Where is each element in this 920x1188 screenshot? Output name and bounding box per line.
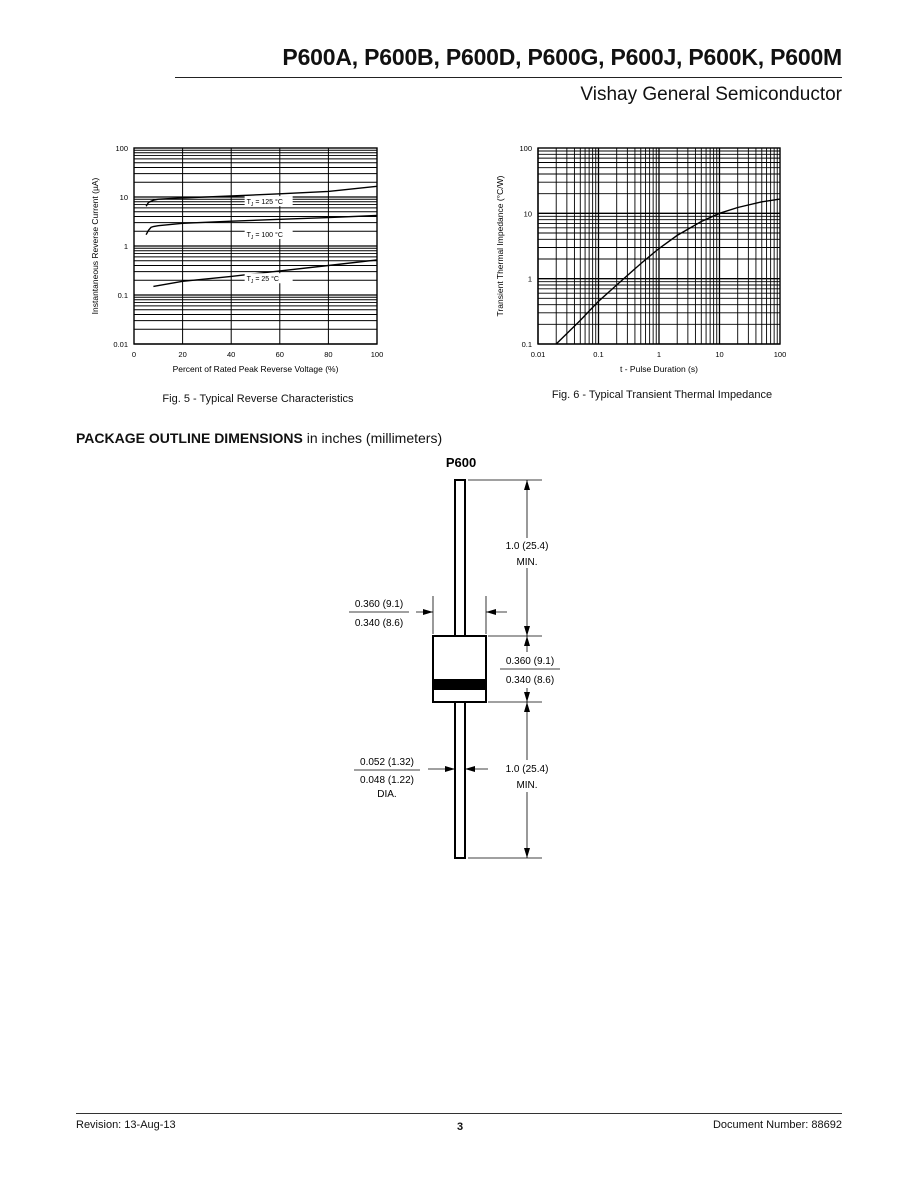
chart1-x-axis-label: Percent of Rated Peak Reverse Voltage (%): [172, 364, 339, 374]
top-lead-length-min: MIN.: [516, 557, 538, 568]
document-title: P600A, P600B, P600D, P600G, P600J, P600K, P600M: [282, 44, 842, 70]
chart2-x-axis-label: t - Pulse Duration (s): [620, 364, 698, 374]
chart1-series-label: $T_J = 125$ °C: [246, 199, 283, 209]
package-name: P600: [445, 455, 477, 470]
chart2-y-axis-label: Transient Thermal Impedance (°C/W): [495, 175, 505, 317]
title-rule: [175, 77, 842, 78]
package-outline-heading: [76, 430, 442, 446]
footer-revision: Revision: 13-Aug-13: [76, 1119, 176, 1131]
bottom-lead-length-min: MIN.: [516, 780, 538, 791]
chart2-xtick-label: 0.1: [593, 350, 604, 359]
chart1-ytick-label: 0.01: [113, 340, 128, 349]
chart2-ytick-label: 1: [527, 274, 532, 284]
chart2-xtick-label: 100: [773, 350, 787, 359]
chart1-grid: [134, 148, 377, 344]
lead-dia-min: 0.048 (1.22): [360, 775, 414, 786]
fig6-thermal-impedance-chart: [490, 140, 790, 385]
chart1-ytick-label: 100: [115, 144, 128, 153]
chart1-ytick-label: 10: [119, 193, 128, 202]
top-lead: [455, 480, 465, 636]
document-subtitle: Vishay General Semiconductor: [580, 84, 842, 105]
chart1-xtick-label: 0: [131, 350, 137, 359]
chart2-xtick-label: 0.01: [530, 350, 546, 359]
bottom-lead: [455, 702, 465, 858]
fig6-caption: Fig. 6 - Typical Transient Thermal Impedance: [551, 389, 773, 401]
chart1-y-axis-label: Instantaneous Reverse Current (µA): [90, 177, 100, 315]
arrow-top-lead-up: [524, 480, 530, 490]
arrow-lead-dia-right: [465, 766, 475, 772]
body-length-max: 0.360 (9.1): [505, 656, 555, 667]
package-outline-drawing: [330, 450, 590, 870]
body-width-min: 0.340 (8.6): [354, 618, 404, 629]
chart2-xtick-label: 10: [715, 350, 724, 359]
bottom-lead-length-value: 1.0 (25.4): [505, 764, 549, 775]
chart2-xtick-label: 1: [656, 350, 662, 359]
body-width-max: 0.360 (9.1): [354, 599, 404, 610]
footer-page-number: 3: [456, 1121, 464, 1133]
diode-body: [433, 636, 486, 702]
chart2-grid: [538, 148, 780, 344]
package-outline-heading-bold: PACKAGE OUTLINE DIMENSIONS: [76, 430, 303, 446]
arrow-body-width-right: [486, 609, 496, 615]
fig5-reverse-characteristics-chart: [90, 140, 390, 385]
footer-rule: [76, 1113, 842, 1114]
top-lead-length-value: 1.0 (25.4): [505, 541, 549, 552]
chart2-ytick-label: 10: [523, 209, 532, 219]
arrow-body-length-up: [524, 636, 530, 646]
arrow-top-lead-down: [524, 626, 530, 636]
arrow-lead-dia-left: [445, 766, 455, 772]
arrow-bottom-lead-up: [524, 702, 530, 712]
chart1-ytick-label: 0.1: [117, 291, 128, 300]
chart1-xtick-label: 60: [275, 350, 284, 359]
cathode-band: [433, 679, 486, 690]
arrow-body-width-left: [423, 609, 433, 615]
lead-dia-max: 0.052 (1.32): [360, 757, 414, 768]
chart2-series-line-0: [556, 199, 780, 344]
arrow-bottom-lead-down: [524, 848, 530, 858]
footer-document-number: Document Number: 88692: [712, 1119, 842, 1131]
package-outline-heading-units: in inches (millimeters): [302, 430, 443, 446]
arrow-body-length-down: [524, 692, 530, 702]
chart1-series-label: $T_J = 100$ °C: [246, 231, 283, 241]
body-length-min: 0.340 (8.6): [505, 675, 555, 686]
chart1-xtick-label: 80: [324, 350, 333, 359]
chart1-ytick-label: 1: [123, 242, 128, 251]
lead-dia-label: DIA.: [377, 789, 397, 800]
chart2-ytick-label: 100: [519, 144, 532, 153]
chart1-xtick-label: 20: [178, 350, 187, 359]
chart1-xtick-label: 40: [227, 350, 236, 359]
chart1-series-label: $T_J = 25$ °C: [246, 276, 280, 286]
chart1-xtick-label: 100: [370, 350, 384, 359]
chart2-ytick-label: 0.1: [521, 340, 532, 349]
fig5-caption: Fig. 5 - Typical Reverse Characteristics: [162, 393, 354, 405]
